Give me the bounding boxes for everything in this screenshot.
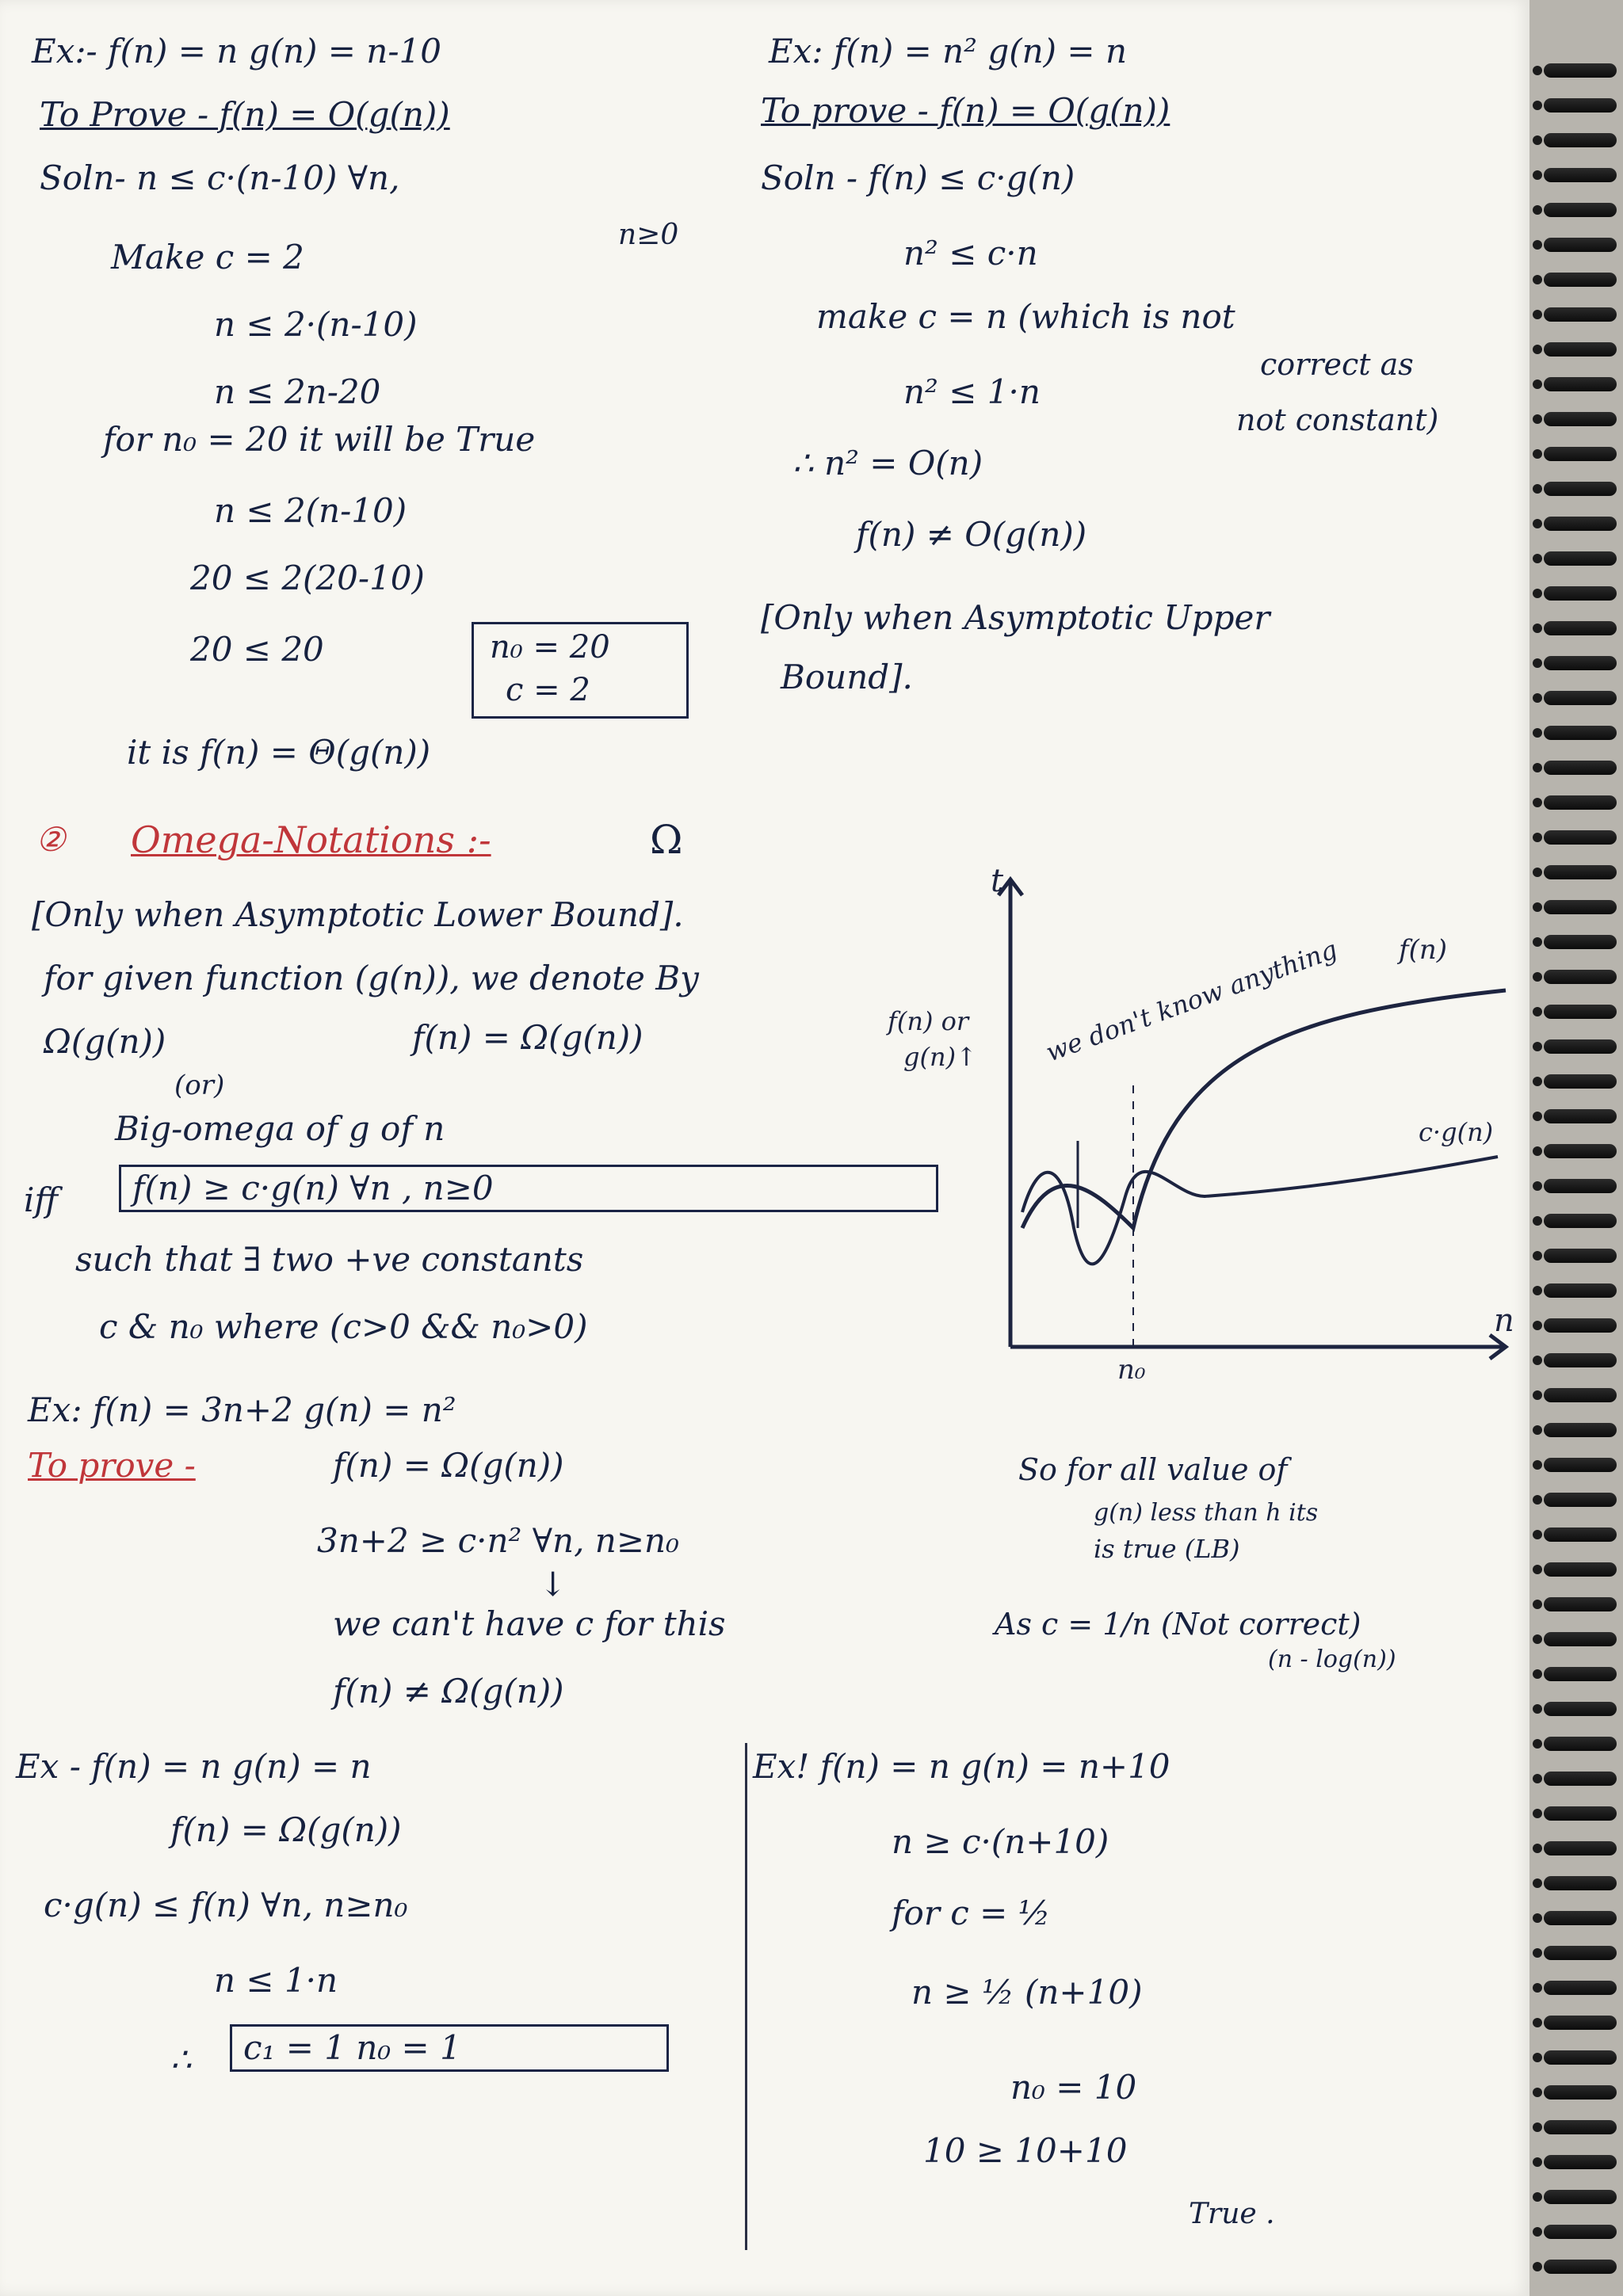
spiral-ring — [1544, 1876, 1617, 1890]
spiral-ring — [1544, 2050, 1617, 2065]
spiral-ring — [1544, 377, 1617, 391]
spiral-ring — [1544, 656, 1617, 670]
spiral-ring — [1544, 691, 1617, 705]
spiral-ring — [1544, 1144, 1617, 1158]
tr-make-c: make c = n (which is not — [816, 297, 1235, 336]
spiral-ring — [1544, 830, 1617, 845]
spiral-ring — [1544, 412, 1617, 426]
tr-note1: correct as — [1260, 347, 1414, 382]
spiral-ring — [1544, 1702, 1617, 1716]
spiral-ring — [1544, 1074, 1617, 1089]
ex4-true: True . — [1189, 2198, 1275, 2230]
omega-number: ② — [36, 820, 66, 859]
ex3-claim: f(n) = Ω(g(n)) — [170, 1810, 402, 1849]
spiral-ring — [1544, 238, 1617, 252]
graph-annotation: we don't know anything — [1041, 934, 1342, 1068]
spiral-ring — [1544, 273, 1617, 287]
tr-bound: Bound]. — [781, 658, 913, 696]
omega-or: (or) — [174, 1070, 225, 1101]
spiral-ring — [1544, 1493, 1617, 1507]
spiral-ring — [1544, 2260, 1617, 2274]
spiral-ring — [1544, 1249, 1617, 1263]
tr-only-when: [Only when Asymptotic Upper — [761, 598, 1270, 637]
spiral-ring — [1544, 168, 1617, 182]
tl-box-c: c = 2 — [506, 672, 590, 708]
tl-step5: 20 ≤ 2(20-10) — [190, 559, 425, 597]
graph-f-label: f(n) — [1399, 934, 1448, 966]
spiral-ring — [1544, 1911, 1617, 1925]
spiral-ring — [1544, 795, 1617, 810]
spiral-ring — [1544, 203, 1617, 217]
ex2-inequality: 3n+2 ≥ c·n² ∀n, n≥n₀ — [317, 1521, 679, 1560]
spiral-ring — [1544, 1981, 1617, 1995]
omega-line6: such that ∃ two +ve constants — [75, 1240, 584, 1279]
spiral-ring — [1544, 1946, 1617, 1960]
ex2-c-value-sub: (n - log(n)) — [1268, 1646, 1396, 1673]
tl-example-line: Ex:- f(n) = n g(n) = n-10 — [32, 32, 441, 71]
graph-y-side-label-2: g(n)↑ — [903, 1042, 977, 1072]
ex2-example-line: Ex: f(n) = 3n+2 g(n) = n² — [28, 1390, 456, 1429]
graph-n0-label: n₀ — [1117, 1354, 1146, 1379]
spiral-ring — [1544, 726, 1617, 740]
omega-line3a: Ω(g(n)) — [44, 1022, 166, 1061]
graph-cg-curve — [1022, 1157, 1498, 1264]
tl-step3: for n₀ = 20 it will be True — [103, 420, 536, 459]
tr-soln: Soln - f(n) ≤ c·g(n) — [761, 158, 1075, 197]
ex2-side-note-2: g(n) less than h its — [1094, 1499, 1319, 1527]
ex2-to-prove: To prove - — [28, 1446, 196, 1485]
spiral-ring — [1544, 1109, 1617, 1123]
spiral-ring — [1544, 1632, 1617, 1646]
tr-note2: not constant) — [1236, 402, 1439, 437]
ex4-example-line: Ex! f(n) = n g(n) = n+10 — [753, 1747, 1170, 1786]
ex4-step: n ≥ ½ (n+10) — [911, 1973, 1143, 2012]
spiral-ring — [1544, 1039, 1617, 1054]
spiral-ring — [1544, 2190, 1617, 2204]
spiral-ring — [1544, 621, 1617, 635]
graph-x-axis-label: n — [1494, 1302, 1514, 1339]
tr-step1: n² ≤ c·n — [903, 234, 1038, 273]
spiral-ring — [1544, 1527, 1617, 1542]
tl-step1: n ≤ 2·(n-10) — [214, 305, 418, 344]
ex4-check: 10 ≥ 10+10 — [923, 2131, 1128, 2170]
spiral-ring — [1544, 761, 1617, 775]
spiral-ring — [1544, 865, 1617, 879]
ex4-for-c: for c = ½ — [892, 1894, 1051, 1932]
tr-to-prove: To prove - f(n) = O(g(n)) — [761, 91, 1170, 130]
spiral-ring — [1544, 1562, 1617, 1577]
tl-conclusion: it is f(n) = Θ(g(n)) — [127, 733, 431, 772]
tr-therefore: ∴ n² = O(n) — [792, 444, 983, 482]
spiral-ring — [1544, 2155, 1617, 2169]
ex4-inequality: n ≥ c·(n+10) — [892, 1822, 1109, 1861]
ex3-result-box: c₁ = 1 n₀ = 1 — [230, 2024, 669, 2072]
tl-soln: Soln- n ≤ c·(n-10) ∀n, — [40, 158, 400, 197]
ex2-side-note-3: is true (LB) — [1094, 1534, 1240, 1564]
ex3-inequality: c·g(n) ≤ f(n) ∀n, n≥n₀ — [44, 1886, 408, 1924]
spiral-ring — [1544, 1318, 1617, 1333]
spiral-ring — [1544, 342, 1617, 357]
spiral-ring — [1544, 900, 1617, 914]
spiral-ring — [1544, 98, 1617, 113]
spiral-ring — [1544, 1214, 1617, 1228]
spiral-ring — [1544, 551, 1617, 566]
tl-n-condition: n≥0 — [618, 219, 679, 251]
ex3-example-line: Ex - f(n) = n g(n) = n — [16, 1747, 372, 1786]
spiral-ring — [1544, 2120, 1617, 2134]
tr-neq: f(n) ≠ O(g(n)) — [856, 515, 1087, 554]
spiral-ring — [1544, 307, 1617, 322]
spiral-ring — [1544, 2085, 1617, 2100]
spiral-ring — [1544, 1283, 1617, 1298]
spiral-ring — [1544, 133, 1617, 147]
spiral-ring — [1544, 1423, 1617, 1437]
graph-cg-label: c·g(n) — [1419, 1117, 1494, 1147]
spiral-ring — [1544, 2016, 1617, 2030]
omega-line7: c & n₀ where (c>0 && n₀>0) — [99, 1307, 588, 1346]
spiral-ring — [1544, 935, 1617, 949]
spiral-ring — [1544, 447, 1617, 461]
spiral-ring — [1544, 1667, 1617, 1681]
graph-y-side-label-1: f(n) or — [888, 1006, 969, 1036]
ex3-step: n ≤ 1·n — [214, 1961, 338, 2000]
spiral-ring — [1544, 2225, 1617, 2239]
graph-y-axis-label: t — [991, 863, 1004, 899]
omega-big-omega: Big-omega of g of n — [115, 1109, 445, 1148]
ex2-neq: f(n) ≠ Ω(g(n)) — [333, 1672, 564, 1711]
spiral-ring — [1544, 1388, 1617, 1402]
tr-example-line: Ex: f(n) = n² g(n) = n — [769, 32, 1127, 71]
spiral-binding — [1529, 0, 1623, 2296]
tl-box-n0: n₀ = 20 — [490, 629, 610, 666]
tl-result-box — [472, 622, 689, 719]
omega-symbol: Ω — [650, 817, 683, 863]
spiral-ring — [1544, 1179, 1617, 1193]
spiral-ring — [1544, 1841, 1617, 1855]
tl-step4: n ≤ 2(n-10) — [214, 491, 407, 530]
tl-to-prove: To Prove - f(n) = O(g(n)) — [40, 95, 450, 134]
omega-line1: [Only when Asymptotic Lower Bound]. — [32, 895, 684, 934]
ex4-n0: n₀ = 10 — [1010, 2068, 1137, 2107]
spiral-ring — [1544, 1737, 1617, 1751]
tl-step2: n ≤ 2n-20 — [214, 372, 381, 411]
ex2-arrow: ↓ — [539, 1565, 567, 1604]
spiral-ring — [1544, 63, 1617, 78]
spiral-ring — [1544, 1597, 1617, 1611]
spiral-ring — [1544, 1772, 1617, 1786]
ex3-therefore: ∴ — [170, 2040, 192, 2079]
spiral-ring — [1544, 1458, 1617, 1472]
spiral-ring — [1544, 1353, 1617, 1367]
tl-make-c: Make c = 2 — [111, 238, 304, 277]
omega-title: Omega-Notations :- — [131, 818, 491, 861]
ex2-side-note-1: So for all value of — [1018, 1452, 1288, 1487]
spiral-ring — [1544, 482, 1617, 496]
spiral-ring — [1544, 1005, 1617, 1019]
ex2-cant-have: we can't have c for this — [333, 1604, 726, 1643]
spiral-ring — [1544, 586, 1617, 601]
ex2-c-value: As c = 1/n (Not correct) — [995, 1607, 1361, 1642]
bottom-column-divider — [745, 1743, 747, 2250]
omega-graph — [872, 856, 1522, 1379]
tl-step6: 20 ≤ 20 — [190, 630, 324, 669]
omega-iff: iff — [24, 1180, 59, 1219]
spiral-ring — [1544, 970, 1617, 984]
ex2-claim: f(n) = Ω(g(n)) — [333, 1446, 564, 1485]
omega-line3b: f(n) = Ω(g(n)) — [412, 1018, 643, 1057]
spiral-ring — [1544, 1806, 1617, 1821]
spiral-ring — [1544, 517, 1617, 531]
tr-step2: n² ≤ 1·n — [903, 372, 1041, 411]
omega-line2: for given function (g(n)), we denote By — [44, 959, 699, 997]
omega-definition: f(n) ≥ c·g(n) ∀n , n≥0 — [119, 1165, 938, 1212]
